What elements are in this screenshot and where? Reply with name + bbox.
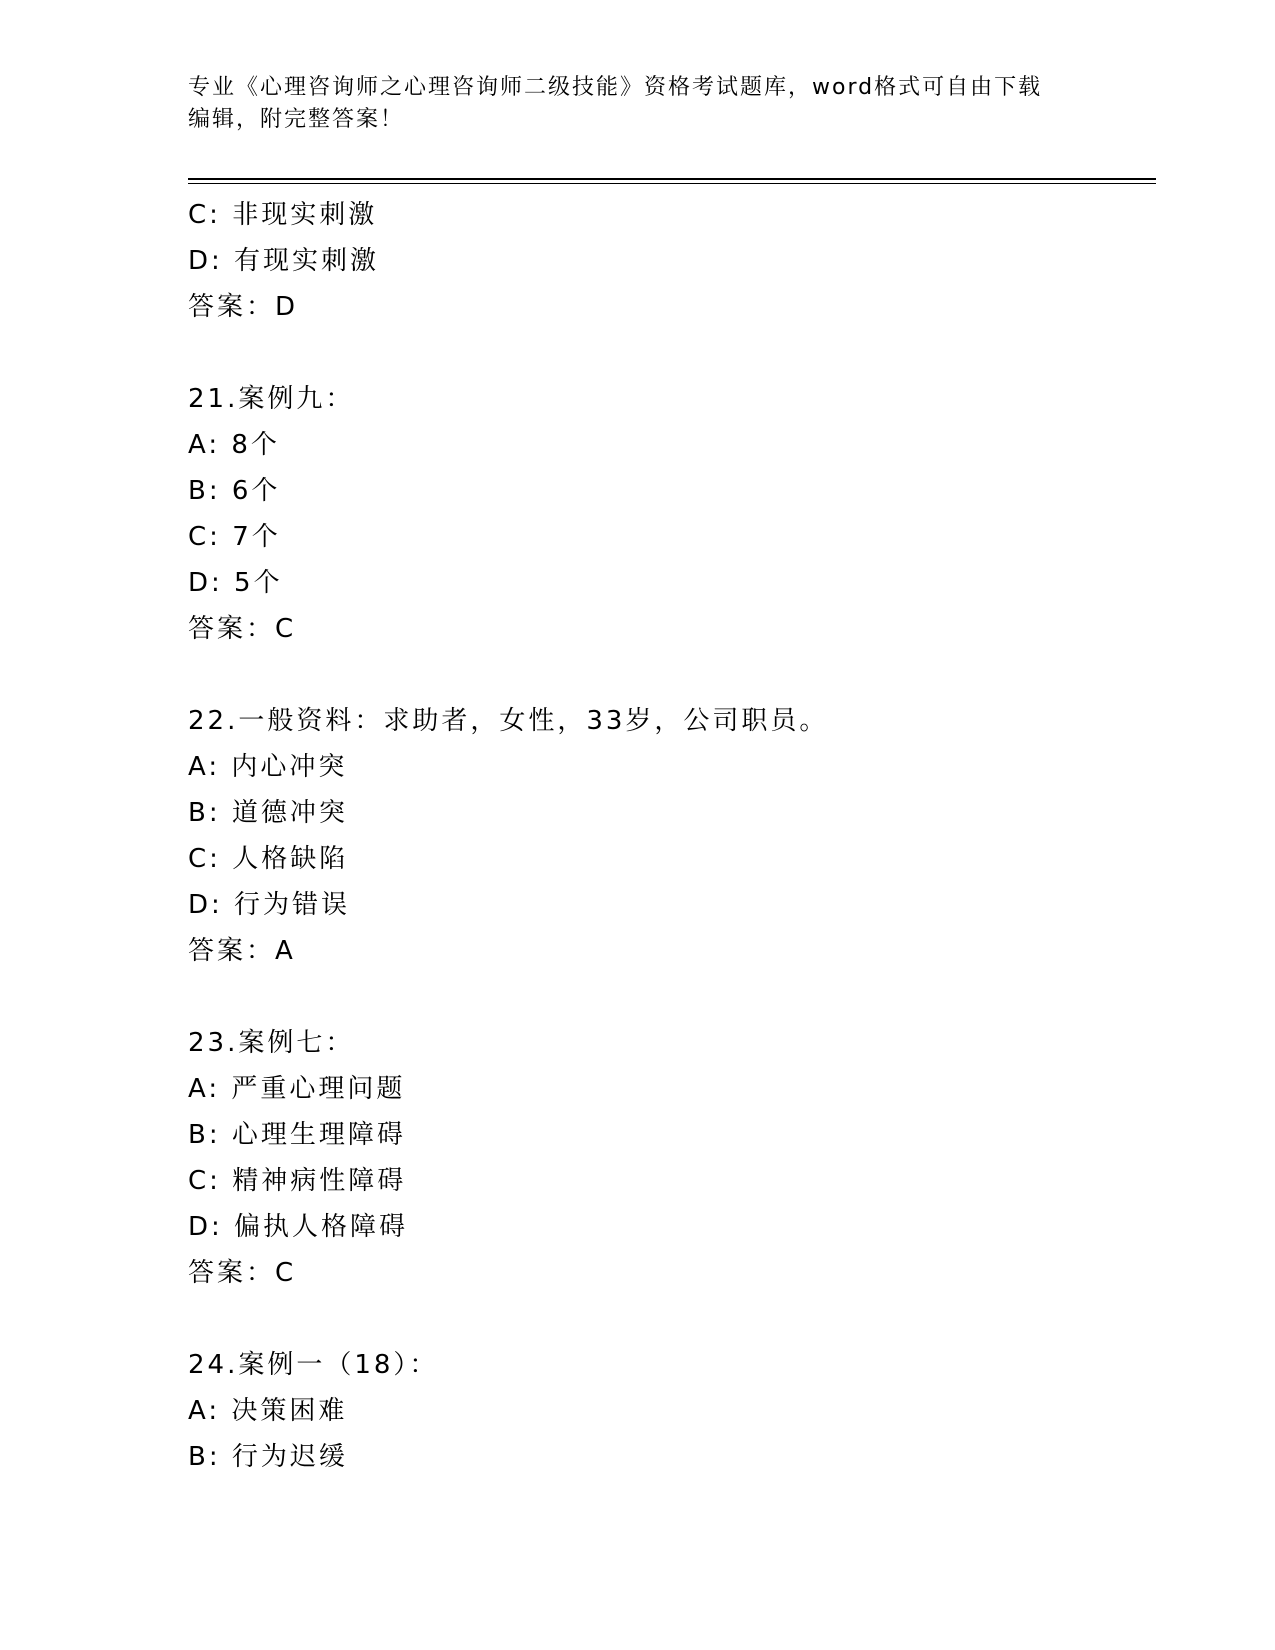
- option-b: B: 心理生理障碍: [188, 1120, 406, 1150]
- option-a: A: 8个: [188, 430, 280, 460]
- question-stem: 21.案例九：: [188, 384, 355, 414]
- spacer: [188, 652, 1148, 698]
- option-b: B: 行为迟缓: [188, 1442, 348, 1472]
- spacer: [188, 1296, 1148, 1342]
- header-line-1: 专业《心理咨询师之心理咨询师二级技能》资格考试题库，word格式可自由下载: [188, 75, 1043, 100]
- option-d: D: 有现实刺激: [188, 246, 380, 276]
- spacer: [188, 330, 1148, 376]
- option-a: A: 决策困难: [188, 1396, 348, 1426]
- option-b: B: 道德冲突: [188, 798, 348, 828]
- question-stem: 23.案例七：: [188, 1028, 355, 1058]
- option-d: D: 行为错误: [188, 890, 351, 920]
- question-stem: 22.一般资料：求助者，女性，33岁，公司职员。: [188, 706, 829, 736]
- question-stem: 24.案例一（18）：: [188, 1350, 439, 1380]
- option-d: D: 偏执人格障碍: [188, 1212, 409, 1242]
- question-list: [188, 192, 1148, 1480]
- answer: 答案：D: [188, 292, 299, 322]
- option-a: A: 内心冲突: [188, 752, 348, 782]
- option-c: C: 精神病性障碍: [188, 1166, 407, 1196]
- option-c: C: 7个: [188, 522, 281, 552]
- answer: 答案：C: [188, 614, 297, 644]
- option-b: B: 6个: [188, 476, 281, 506]
- answer: 答案：C: [188, 1258, 297, 1288]
- option-a: A: 严重心理问题: [188, 1074, 406, 1104]
- spacer: [188, 974, 1148, 1020]
- answer: 答案：A: [188, 936, 296, 966]
- document-header: [188, 72, 1088, 136]
- option-d: D: 5个: [188, 568, 283, 598]
- header-divider: [188, 178, 1156, 184]
- option-c: C: 非现实刺激: [188, 200, 378, 230]
- header-line-2: 编辑，附完整答案！: [188, 107, 405, 132]
- option-c: C: 人格缺陷: [188, 844, 349, 874]
